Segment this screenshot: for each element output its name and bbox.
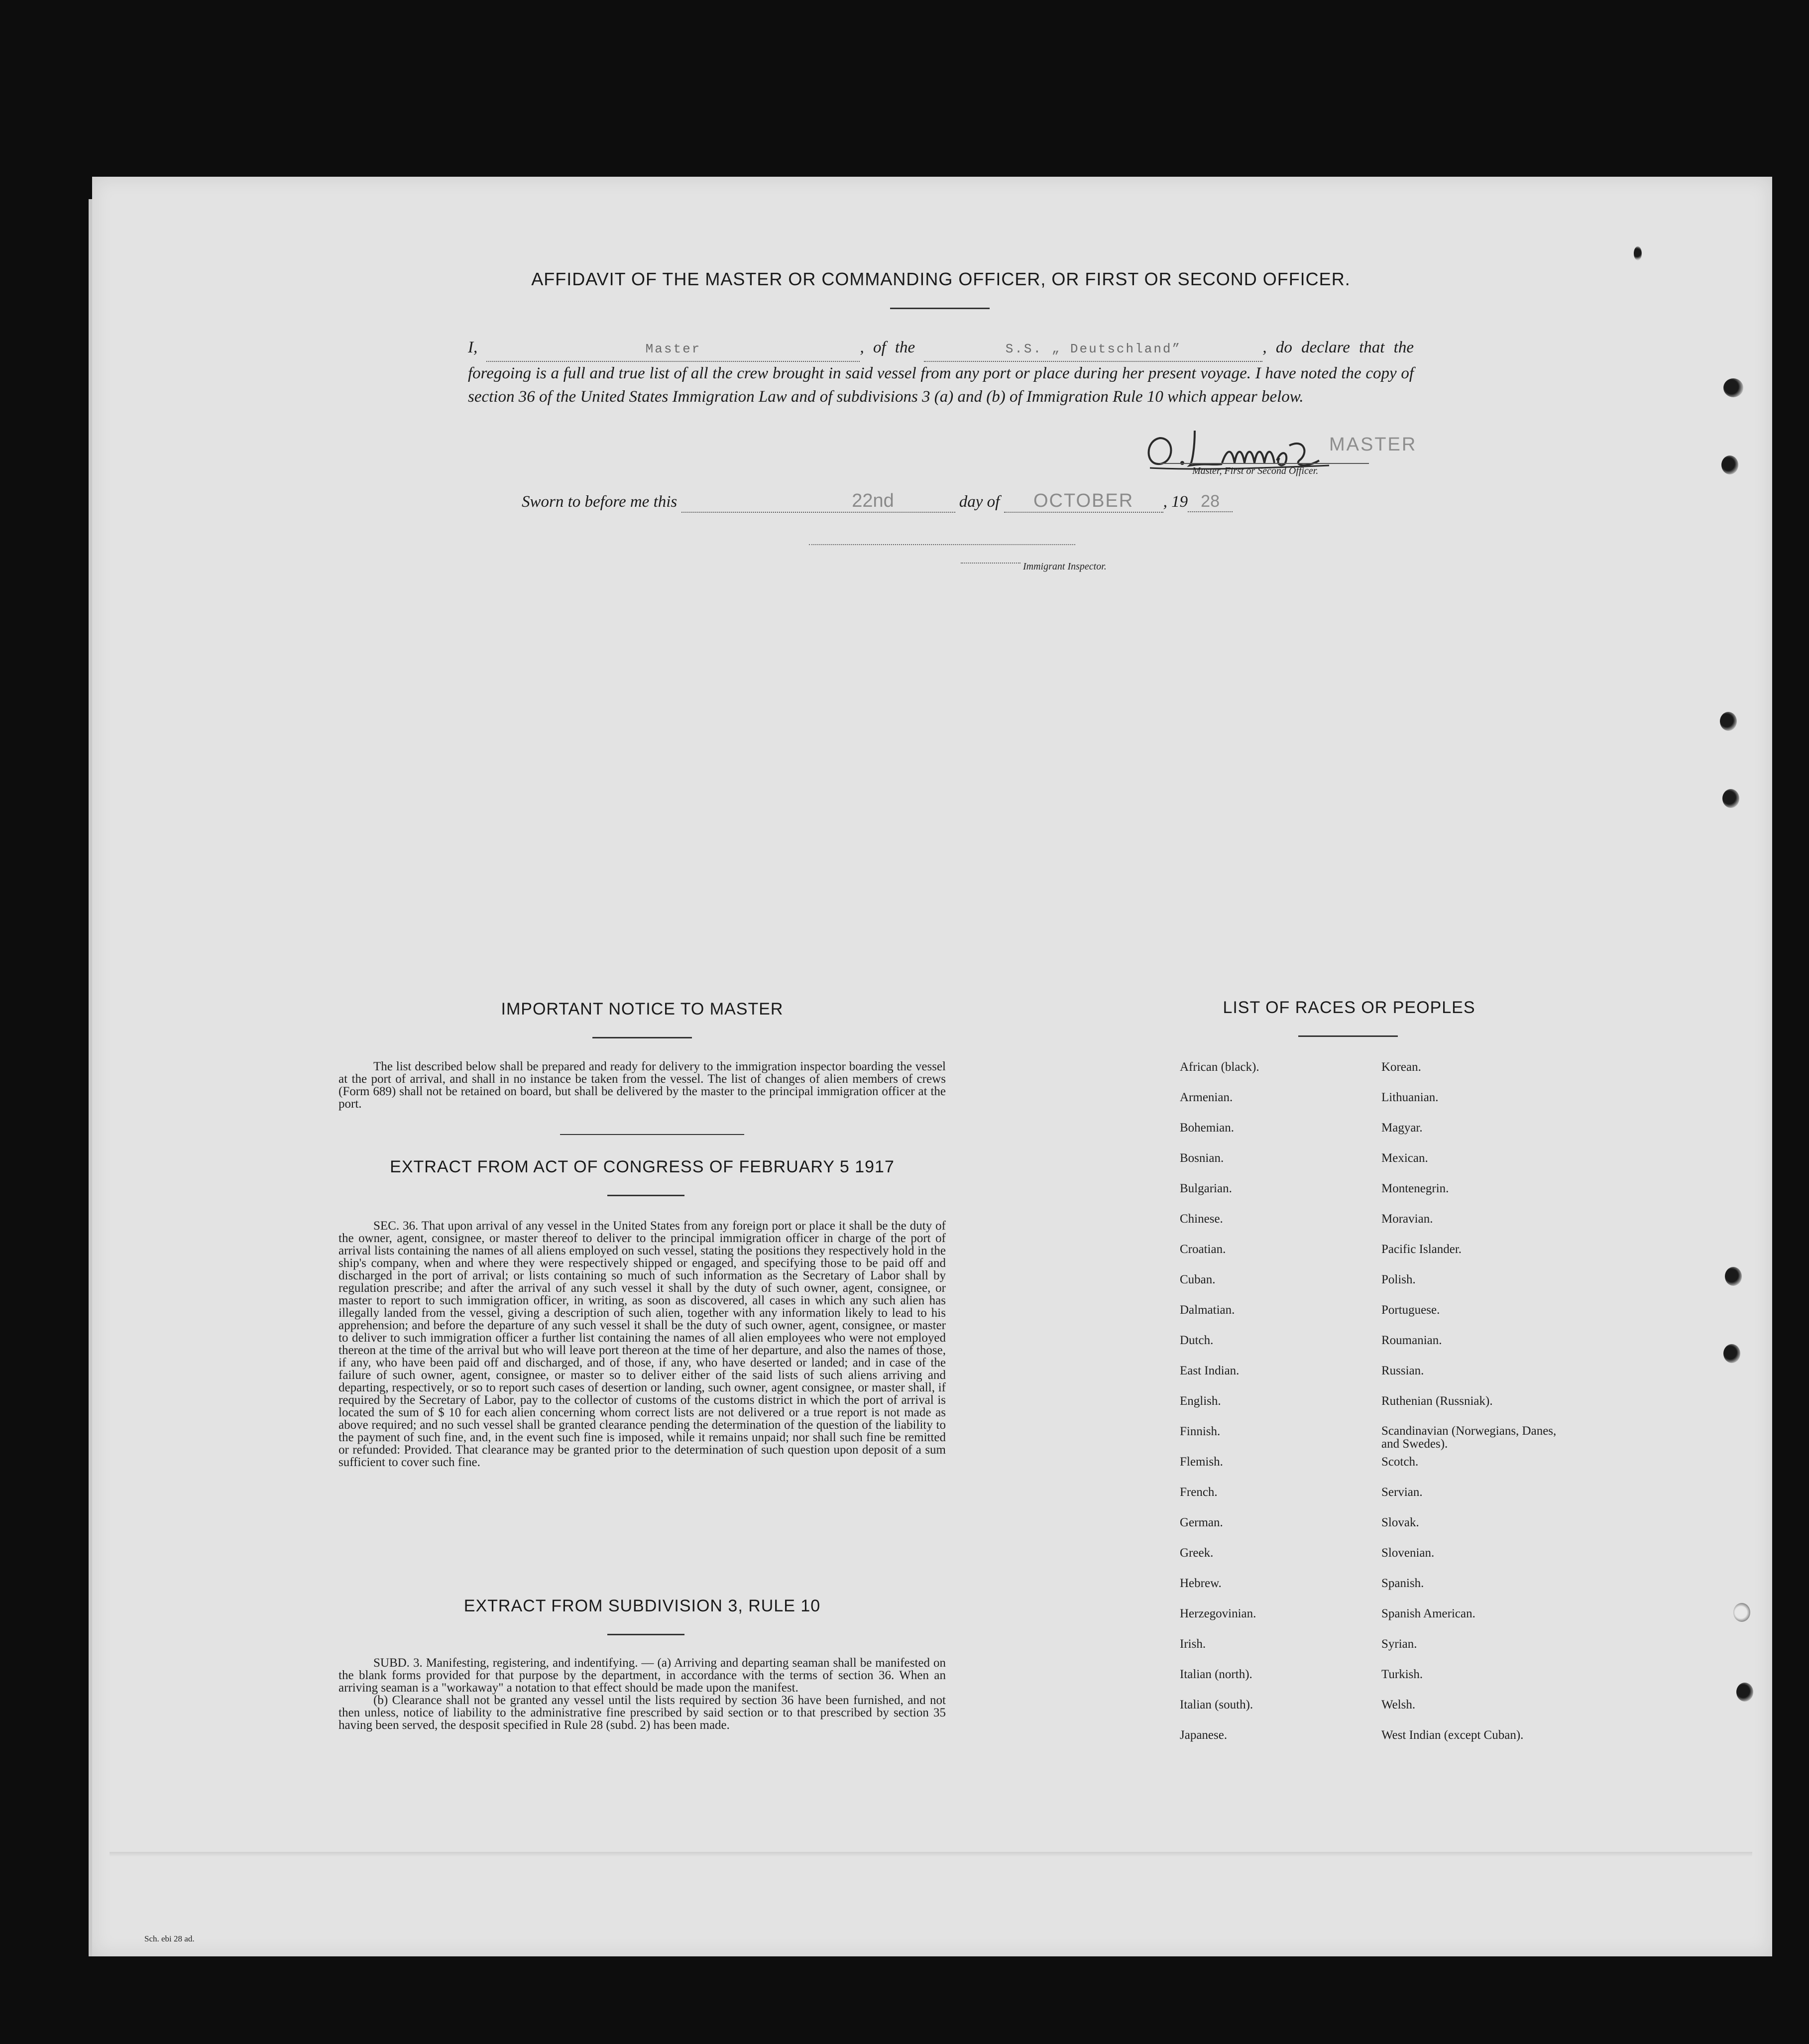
race-item: Flemish. xyxy=(1180,1455,1223,1469)
race-item: Bohemian. xyxy=(1180,1121,1235,1135)
declaration-body: that the foregoing is a full and true list of all the crew brought in said vessel from any port or place during her present voyage. I have noted the copy of section 36 of the United States Immigration Law and of subdivisions 3 (a) and (b) of Immigration Rule 10 which appear below. xyxy=(468,339,1414,406)
vessel-value: S.S. „ Deutschland” xyxy=(1005,341,1182,356)
punch-hole xyxy=(1725,1267,1742,1286)
punch-hole xyxy=(1722,789,1739,808)
affidavit-declaration xyxy=(468,336,1414,409)
sworn-label: Sworn to before me this xyxy=(522,493,678,511)
day-of-label: day of xyxy=(959,493,1000,511)
act-paragraph xyxy=(339,1220,946,1469)
act-text: SEC. 36. That upon arrival of any vessel in the United States from any foreign port or place it shall be the duty of the owner, agent, consignee, or master thereof to deliver to the principal immigration officer in charge of the port of arrival lists containing the names of all aliens employed on such vessel, stating the positions they respectively hold in the ship's company, when and where they were respectively shipped or engaged, and specifying those to be paid off and discharged in the port of arrival; or lists containing so much of such information as the Secretary of Labor shall by regulation prescribe; and after the arrival of any such vessel it shall by the duty of such owner, agent, consignee, or master to report to such immigration officer, in writing, as soon as discovered, all cases in which any such alien has illegally landed from the vessel, giving a description of such alien, together with any information likely to lead to his apprehension; and before the departure of any such vessel it shall be the duty of such owner, agent, consignee, or master to deliver to such immigration officer a further list containing the names of all alien employees who were not employed thereon at the time of the arrival but who will leave port thereon at the time of her departure, and also the names of those, if any, who have been paid off and discharged, and of those, if any, who have deserted or landed; and in case of the failure of such owner, agent, consignee, or master so to deliver either of the said lists of such aliens arriving and departing, respectively, or so to report such cases of desertion or landing, such owner, agent consignee, or master shall, if required by the Secretary of Labor, pay to the collector of customs of the customs district in which the port of arrival is located the sum of $ 10 for each alien concerning whom correct lists are not delivered or a true report is not made as above required; and no such vessel shall be granted clearance pending the determination of the question of the liability to the payment of such fine, and, in the event such fine is imposed, while it remains unpaid; nor shall such fine be remitted or refunded: Provided. That clearance may be granted prior to the determination of such question upon deposit of a sum sufficient to cover such fine. xyxy=(339,1219,946,1469)
race-item: Polish. xyxy=(1381,1273,1416,1286)
race-item: Croatian. xyxy=(1180,1243,1226,1256)
race-item: East Indian. xyxy=(1180,1364,1240,1377)
race-item: Scandinavian (Norwegians, Danes, and Swedes). xyxy=(1381,1424,1557,1451)
year-field xyxy=(1188,492,1233,512)
race-item: Japanese. xyxy=(1180,1728,1228,1742)
race-item: Russian. xyxy=(1381,1364,1424,1377)
race-item: Moravian. xyxy=(1381,1212,1433,1226)
rule-divider xyxy=(607,1634,684,1635)
race-item: Italian (south). xyxy=(1180,1698,1253,1711)
punch-hole xyxy=(1720,712,1737,731)
race-item: Spanish. xyxy=(1381,1577,1424,1590)
punch-hole xyxy=(1736,1683,1753,1702)
of-the-label: , of the xyxy=(860,339,915,356)
race-item: Cuban. xyxy=(1180,1273,1216,1286)
race-item: African (black). xyxy=(1180,1060,1259,1074)
rule-text-b: (b) Clearance shall not be granted any vessel until the lists required by section 36 have been furnished, and not then unless, notice of liability to the administrative fine prescribed by said section or to that prescribed by section 35 having been served, the desposit specified in Rule 28 (subd. 2) has been made. xyxy=(339,1694,946,1732)
race-item: Bulgarian. xyxy=(1180,1182,1232,1195)
race-item: Slovak. xyxy=(1381,1516,1419,1529)
rule-text-a: SUBD. 3. Manifesting, registering, and indentifying. — (a) Arriving and departing seaman shall be manifested on the blank forms provided for that purpose by the department, in accordance with the terms of section 36. When an arriving seaman is a "workaway" a notation to that effect should be made upon the manifest. xyxy=(339,1656,946,1695)
race-item: Syrian. xyxy=(1381,1637,1417,1651)
rule-paragraphs xyxy=(339,1657,946,1731)
notice-paragraph xyxy=(339,1060,946,1110)
race-item: French. xyxy=(1180,1485,1218,1499)
inspector-signature-line xyxy=(809,544,1075,545)
race-item: English. xyxy=(1180,1394,1221,1408)
race-item: Spanish American. xyxy=(1381,1607,1475,1620)
race-item: Korean. xyxy=(1381,1060,1421,1074)
do-declare-label: , do declare xyxy=(1262,339,1350,356)
vessel-field xyxy=(924,336,1262,362)
race-item: Servian. xyxy=(1381,1485,1423,1499)
ink-mark xyxy=(1634,246,1642,260)
affidavit-title: AFFIDAVIT OF THE MASTER OR COMMANDING OFFICER, OR FIRST OR SECOND OFFICER. xyxy=(531,269,1351,289)
punch-hole xyxy=(1723,1344,1740,1363)
race-item: Pacific Islander. xyxy=(1381,1243,1462,1256)
title-divider xyxy=(890,308,990,309)
race-item: Lithuanian. xyxy=(1381,1091,1439,1104)
sworn-line xyxy=(522,490,1233,513)
notice-end-rule xyxy=(560,1134,744,1135)
race-item: Magyar. xyxy=(1381,1121,1423,1135)
sworn-month-value: OCTOBER xyxy=(1033,490,1134,511)
act-divider xyxy=(607,1195,684,1196)
year-value: 28 xyxy=(1201,492,1220,511)
race-item: Herzegovinian. xyxy=(1180,1607,1256,1620)
i-label: I, xyxy=(468,339,478,356)
race-item: Montenegrin. xyxy=(1381,1182,1449,1195)
form-code: Sch. ebi 28 ad. xyxy=(144,1934,195,1943)
notice-title: IMPORTANT NOTICE TO MASTER xyxy=(501,1000,784,1019)
race-item: Greek. xyxy=(1180,1546,1214,1560)
signature-stamp: MASTER xyxy=(1329,434,1417,455)
sworn-day-field xyxy=(681,490,955,513)
races-divider xyxy=(1298,1035,1398,1037)
rule-title: EXTRACT FROM SUBDIVISION 3, RULE 10 xyxy=(463,1596,821,1615)
race-item: Armenian. xyxy=(1180,1091,1233,1104)
signature-caption: Master, First or Second Officer. xyxy=(1192,465,1319,476)
race-item: Ruthenian (Russniak). xyxy=(1381,1394,1493,1408)
punch-hole xyxy=(1733,1603,1750,1622)
inspector-caption: Immigrant Inspector. xyxy=(1023,561,1107,572)
race-item: Bosnian. xyxy=(1180,1151,1224,1165)
race-item: Dalmatian. xyxy=(1180,1303,1235,1317)
race-item: Irish. xyxy=(1180,1637,1206,1651)
races-right-column xyxy=(1381,1060,1571,1777)
race-item: Finnish. xyxy=(1180,1425,1221,1438)
act-title: EXTRACT FROM ACT OF CONGRESS OF FEBRUARY 5 1917 xyxy=(390,1157,895,1176)
race-item: Hebrew. xyxy=(1180,1577,1222,1590)
name-field xyxy=(486,336,860,362)
race-item: Chinese. xyxy=(1180,1212,1223,1226)
race-item: Scotch. xyxy=(1381,1455,1419,1469)
page-fold xyxy=(110,1852,1752,1857)
race-item: Slovenian. xyxy=(1381,1546,1435,1560)
race-item: Welsh. xyxy=(1381,1698,1416,1711)
race-item: German. xyxy=(1180,1516,1223,1529)
race-item: Italian (north). xyxy=(1180,1668,1252,1681)
year-prefix: , 19 xyxy=(1163,493,1188,511)
inspector-dots xyxy=(961,563,1020,564)
notice-divider xyxy=(592,1037,692,1038)
races-left-column xyxy=(1180,1060,1369,1777)
name-value: Master xyxy=(645,341,701,356)
race-item: Mexican. xyxy=(1381,1151,1428,1165)
race-item: Roumanian. xyxy=(1381,1334,1442,1347)
signature-line xyxy=(1160,463,1369,464)
race-item: West Indian (except Cuban). xyxy=(1381,1728,1524,1742)
race-item: Dutch. xyxy=(1180,1334,1214,1347)
sworn-day-value: 22nd xyxy=(852,490,894,511)
races-title: LIST OF RACES OR PEOPLES xyxy=(1223,998,1475,1017)
notice-text: The list described below shall be prepared and ready for delivery to the immigration inspector boarding the vessel at the port of arrival, and shall in no instance be taken from the vessel. The list of changes of alien members of crews (Form 689) shall not be retained on board, but shall be delivered by the master to the principal immigration officer at the port. xyxy=(339,1060,946,1111)
punch-hole xyxy=(1721,455,1738,474)
race-item: Portuguese. xyxy=(1381,1303,1440,1317)
punch-hole xyxy=(1723,378,1743,397)
sworn-month-field xyxy=(1004,490,1163,513)
race-item: Turkish. xyxy=(1381,1668,1423,1681)
